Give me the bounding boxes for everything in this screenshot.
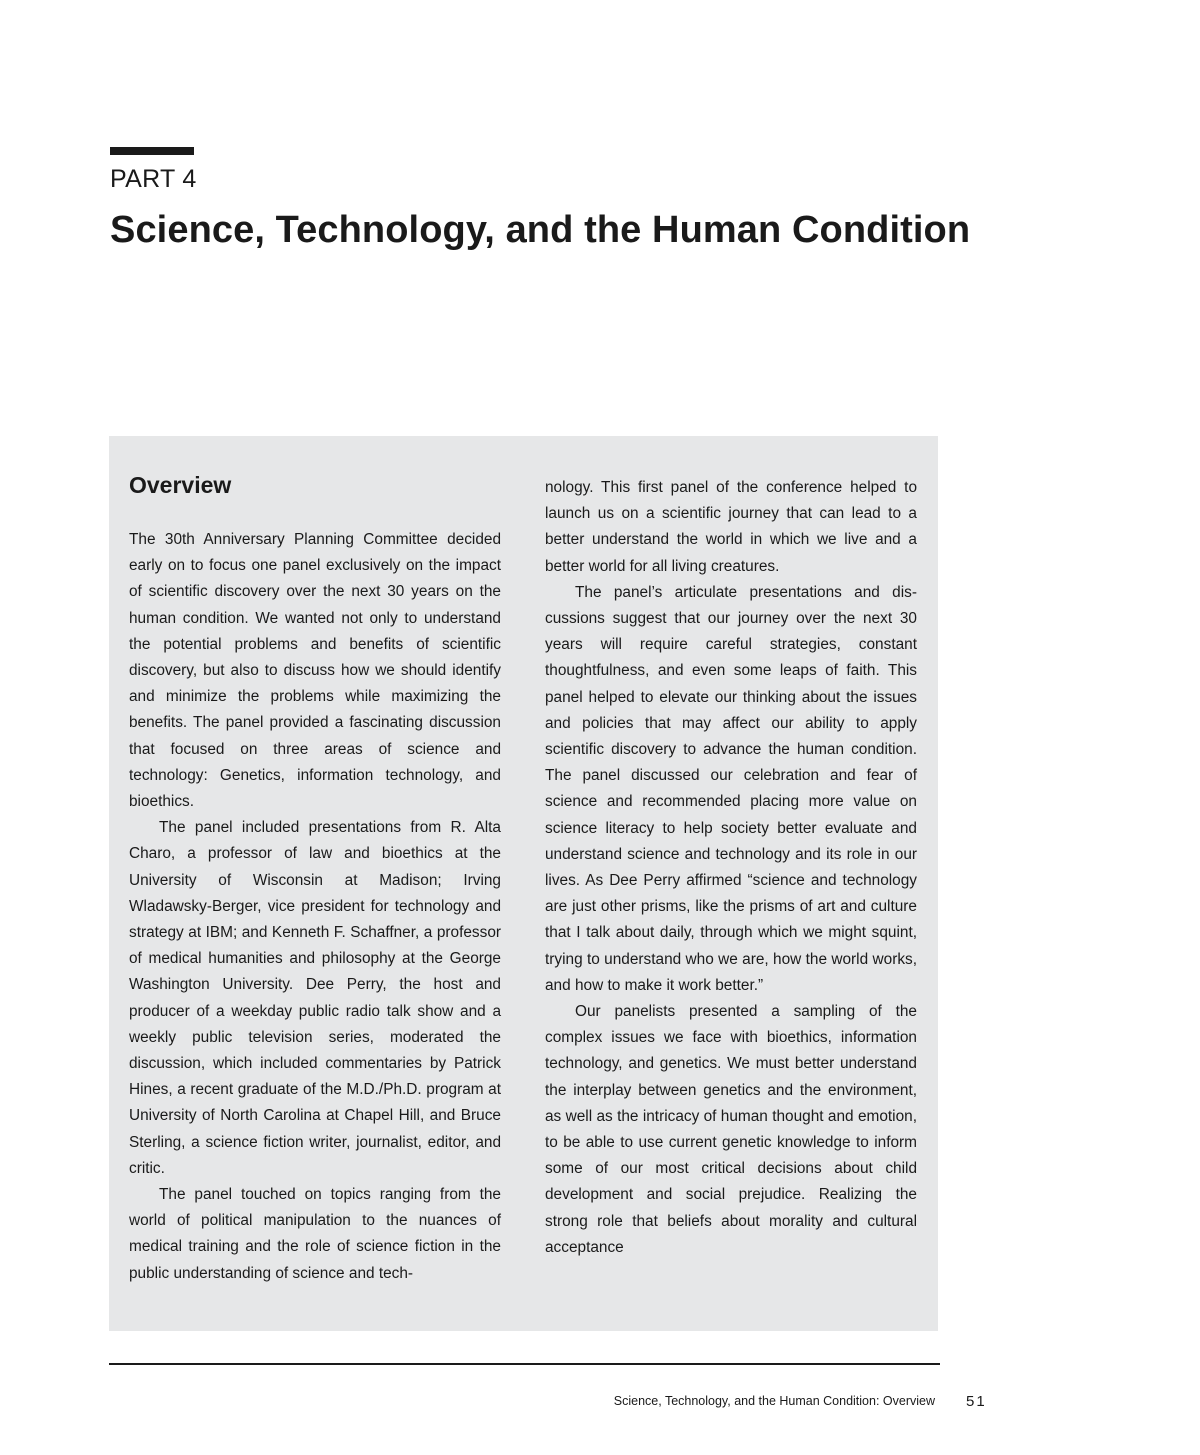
paragraph: The panel’s articulate presentations and discussions suggest that our journey over the next 30 years will require careful strategies, constant thoughtfulness, and even some leaps of faith. This panel helped to elevate our thinking about the issues and policies that may affect our ability to apply scientific discovery to advance the human condition. The panel discussed our celebration and fear of science and recommended placing more value on science literacy to help society better evaluate and understand science and technology and its role in our lives. As Dee Perry affirmed “science and technology are just other prisms, like the prisms of art and culture that I talk about daily, through which we might squint, trying to understand who we are, how the world works, and how to make it work better.” [545, 583, 917, 994]
footer-rule [109, 1363, 940, 1365]
overview-heading: Overview [129, 472, 232, 498]
paragraph: The panel included presentations from R. Alta Charo, a professor of law and bioethics at the University of Wisconsin at Madison; Irving Wladawsky-Berger, vice president for technology and strategy at IBM; and Kenneth F. Schaffner, a professor of medical humanities and philosophy at the George Washington University. Dee Perry, the host and producer of a weekday public radio talk show and a weekly public television series, moderated the discussion, which included commentaries by Patrick Hines, a recent graduate of the M.D./Ph.D. program at University of North Carolina at Chapel Hill, and Bruce Sterling, a science fiction writer, journalist, editor, and critic. [129, 819, 501, 1177]
page-number: 51 [966, 1393, 987, 1410]
part-label: PART 4 [110, 165, 197, 193]
paragraph: nology. This first panel of the conference helped to launch us on a scientific journey that can lead to a better understand the world in which we live and a better world for all living creatures. [545, 479, 917, 575]
running-footer: Science, Technology, and the Human Condition: Overview [613, 1394, 935, 1408]
overview-left-column [129, 527, 501, 1287]
overview-right-column [545, 475, 917, 1261]
paragraph: Our panelists presented a sampling of the complex issues we face with bioethics, information technology, and genetics. We must better understand the interplay between genetics and the environment, as well as the intricacy of human thought and emotion, to be able to use current genetic knowledge to inform some of our most critical decisions about child development and social prejudice. Realizing the strong role that beliefs about morality and cultural acceptance [545, 1003, 917, 1256]
page-title: Science, Technology, and the Human Condition [110, 209, 971, 251]
paragraph: The 30th Anniversary Planning Committee decided early on to focus one panel exclusively on the impact of scientific discovery over the next 30 years on the human condition. We wanted not only to understand the potential problems and benefits of scientific discovery, but also to discuss how we should identify and minimize the problems while maximizing the benefits. The panel provided a fascinating discussion that focused on three areas of science and technology: Genetics, information technology, and bioethics. [129, 531, 501, 811]
paragraph: The panel touched on topics ranging from the world of political manipulation to the nuances of medical training and the role of science fiction in the public understanding of science and tech- [129, 1186, 501, 1282]
top-rule [110, 147, 194, 155]
overview-box [109, 436, 938, 1331]
